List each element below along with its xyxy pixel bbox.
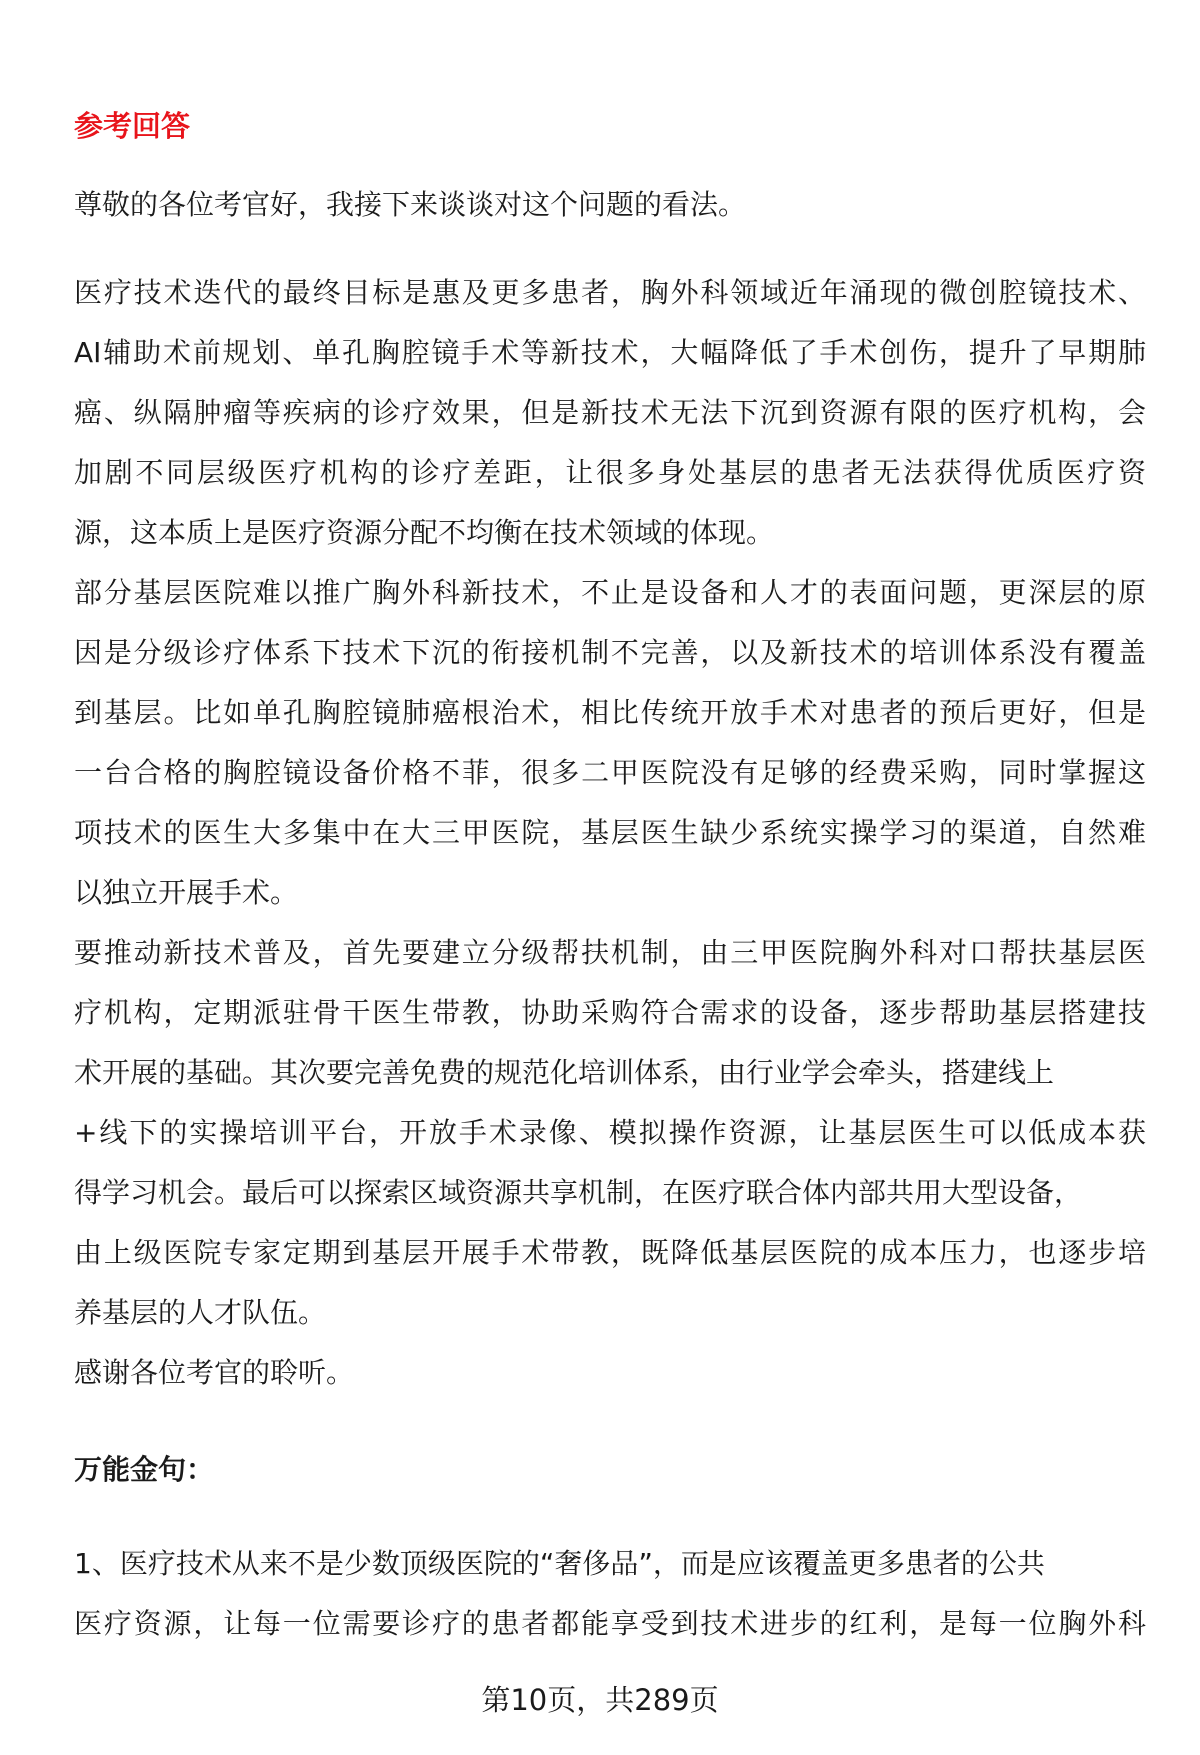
text-line: 到基层。比如单孔胸腔镜肺癌根治术，相比传统开放手术对患者的预后更好，但是 bbox=[74, 696, 1146, 729]
text-line: 加剧不同层级医疗机构的诊疗差距，让很多身处基层的患者无法获得优质医疗资 bbox=[74, 456, 1146, 489]
text-line: +线下的实操培训平台，开放手术录像、模拟操作资源，让基层医生可以低成本获 bbox=[74, 1116, 1146, 1149]
text-line: 感谢各位考官的聆听。 bbox=[74, 1356, 355, 1389]
section-heading: 参考回答 bbox=[74, 109, 191, 143]
greeting-text: 尊敬的各位考官好，我接下来谈谈对这个问题的看法。 bbox=[74, 188, 747, 221]
answer-body bbox=[74, 273, 1146, 1413]
text-line: 源，这本质上是医疗资源分配不均衡在技术领域的体现。 bbox=[74, 516, 775, 549]
text-line: 一台合格的胸腔镜设备价格不菲，很多二甲医院没有足够的经费采购，同时掌握这 bbox=[74, 756, 1146, 789]
text-line: 由上级医院专家定期到基层开展手术带教，既降低基层医院的成本压力，也逐步培 bbox=[74, 1236, 1146, 1269]
text-line: 要推动新技术普及，首先要建立分级帮扶机制，由三甲医院胸外科对口帮扶基层医 bbox=[74, 936, 1146, 969]
paragraph-2 bbox=[74, 573, 1146, 933]
text-line: 疗机构，定期派驻骨干医生带教，协助采购符合需求的设备，逐步帮助基层搭建技 bbox=[74, 996, 1146, 1029]
text-line: 医疗技术迭代的最终目标是惠及更多患者，胸外科领域近年涌现的微创腔镜技术、 bbox=[74, 276, 1146, 309]
text-line: 1、医疗技术从来不是少数顶级医院的“奢侈品”，而是应该覆盖更多患者的公共 bbox=[74, 1547, 1045, 1580]
paragraph-3 bbox=[74, 933, 1146, 1353]
text-line: AI辅助术前规划、单孔胸腔镜手术等新技术，大幅降低了手术创伤，提升了早期肺 bbox=[74, 336, 1146, 369]
golden-quotes-heading: 万能金句： bbox=[74, 1453, 215, 1486]
golden-quote-1 bbox=[74, 1544, 1146, 1664]
text-line: 项技术的医生大多集中在大三甲医院，基层医生缺少系统实操学习的渠道，自然难 bbox=[74, 816, 1146, 849]
text-line: 养基层的人才队伍。 bbox=[74, 1296, 327, 1329]
text-line: 得学习机会。最后可以探索区域资源共享机制，在医疗联合体内部共用大型设备， bbox=[74, 1176, 1083, 1209]
text-line: 癌、纵隔肿瘤等疾病的诊疗效果，但是新技术无法下沉到资源有限的医疗机构，会 bbox=[74, 396, 1146, 429]
page-number: 第10页，共289页 bbox=[481, 1683, 719, 1717]
text-line: 医疗资源，让每一位需要诊疗的患者都能享受到技术进步的红利，是每一位胸外科 bbox=[74, 1607, 1146, 1640]
text-line: 因是分级诊疗体系下技术下沉的衔接机制不完善，以及新技术的培训体系没有覆盖 bbox=[74, 636, 1146, 669]
text-line: 部分基层医院难以推广胸外科新技术，不止是设备和人才的表面问题，更深层的原 bbox=[74, 576, 1146, 609]
text-line: 术开展的基础。其次要完善免费的规范化培训体系，由行业学会牵头，搭建线上 bbox=[74, 1056, 1055, 1089]
paragraph-1 bbox=[74, 273, 1146, 573]
text-line: 以独立开展手术。 bbox=[74, 876, 299, 909]
closing-paragraph bbox=[74, 1353, 1146, 1413]
